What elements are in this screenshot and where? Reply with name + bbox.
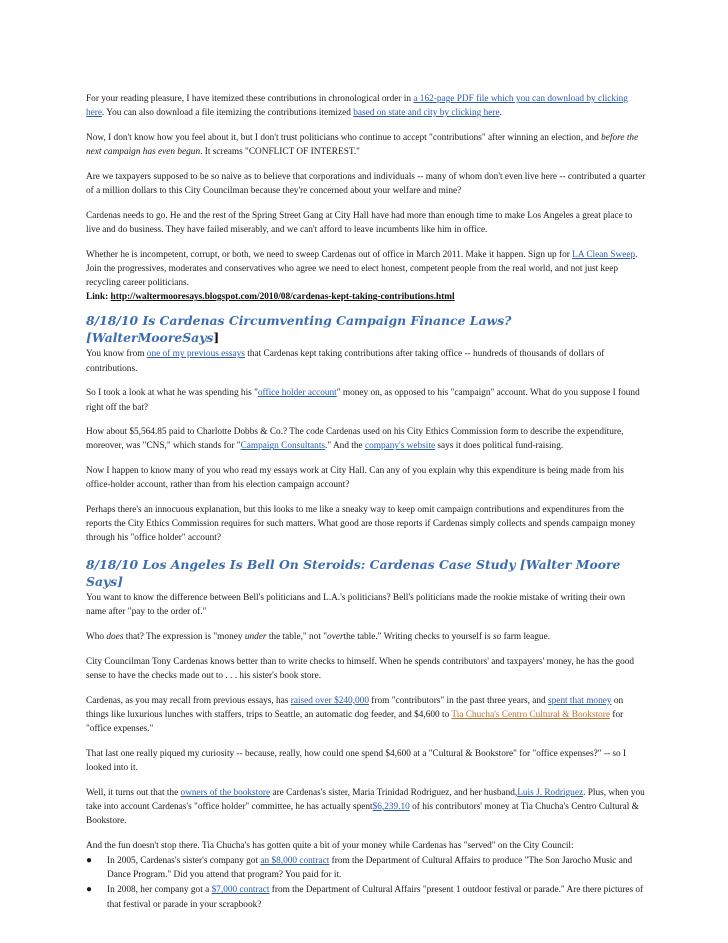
list-item: ● In 2008, her company got a $7,000 contract from the Department of Cultural Affairs "present 1 outdoor festival or parade." Are there pictures of that festival or parade in your scrapbook? bbox=[86, 884, 644, 910]
paragraph-bookstore-owners: Well, it turns out that the owners of the bookstore are Cardenas's sister, Maria Trinidad Rodriguez, and her husband,Luis J. Rodriguez. Plus, when you take into account Cardenas's "office holder" committee, he has actually spent$6,239.10 of his contributors' money at Tia Chucha's Centro Cultural & Bookstore. bbox=[86, 787, 645, 827]
contracts-list bbox=[86, 854, 646, 912]
paragraph-piqued-curiosity: That last one really piqued my curiosity -- because, really, how could one spend $4,600 at a "Cultural & Bookstore" for "office expenses?" -- so I looked into it. bbox=[86, 748, 627, 773]
raised-over-link[interactable]: raised over $240,000 bbox=[290, 695, 369, 706]
paragraph-bell-politicians: You want to know the difference between Bell's politicians and L.A.'s politicians? Bell's politicians made the rookie mistake of writing their own name after "pay to the order of." bbox=[86, 593, 626, 618]
state-city-download-link[interactable]: based on state and city by clicking here bbox=[353, 108, 500, 119]
paragraph-taxpayers: Are we taxpayers supposed to be so naive as to believe that corporations and individuals -- many of whom don't even live here -- contributed a quarter of a million dollars to this City Councilman because they're concerned about your welfare and mine? bbox=[86, 171, 646, 197]
section-heading-campaign-finance: 8/18/10 Is Cardenas Circumventing Campaign Finance Laws? [WalterMooreSays] bbox=[86, 313, 512, 346]
paragraph-contributions-pdf: For your reading pleasure, I have itemized these contributions in chronological order in a 162-page PDF file which you can download by clicking here. You can also download a file itemizing the contributions itemized based on state and city by clicking here. bbox=[86, 94, 628, 119]
paragraph-innocuous-explanation: Perhaps there's an innocuous explanation, but this looks to me like a sneaky way to keep omit campaign contributions and expenditures from the reports the City Ethics Commission requires for such matters. What good are those reports if Cardenas simply collects and spends campaign money through his "office holder" account? bbox=[86, 505, 636, 544]
contract-8000-link[interactable]: an $8,000 contract bbox=[260, 856, 330, 867]
bookstore-owners-link[interactable]: owners of the bookstore bbox=[180, 787, 271, 798]
office-holder-account-link[interactable]: office holder account bbox=[257, 388, 337, 399]
paragraph-office-holder-account: So I took a look at what he was spending his "office holder account" money on, as opposed to his "campaign" account. What do you suppose I found right off the bat? bbox=[86, 388, 640, 413]
paragraph-cardenas-needs-to-go: Cardenas needs to go. He and the rest of the Spring Street Gang at City Hall have had more than enough time to make Los Angeles a great place to live and do business. They have failed miserably, and we can't afford to leave incumbents like him in office. bbox=[86, 210, 633, 235]
spent-that-money-link[interactable]: spent that money bbox=[547, 695, 612, 706]
list-item: ● In 2005, Cardenas's sister's company got an $8,000 contract from the Department of Cultural Affairs to produce "The Son Jarocho Music and Dance Program." Did you attend that program? You paid for it. bbox=[86, 855, 633, 881]
paragraph-sisters-book-store: City Councilman Tony Cardenas knows better than to write checks to himself. When he spends contributors' and taxpayers' money, he has the good sense to have the checks made out to . . . his sister's book store. bbox=[86, 656, 635, 681]
amount-spent-link[interactable]: $6,239.10 bbox=[372, 801, 410, 812]
document-page bbox=[86, 92, 646, 913]
bullet-icon: ● bbox=[86, 884, 93, 896]
paragraph-city-hall-readers: Now I happen to know many of you who read my essays work at City Hall. Can any of you explain why this expenditure is being made from his office-holder account, rather than from his election campaign account? bbox=[86, 466, 624, 491]
luis-rodriguez-link[interactable]: Luis J. Rodriguez bbox=[517, 787, 584, 798]
source-link-label: Link: bbox=[86, 292, 111, 303]
paragraph-conflict-of-interest: Now, I don't know how you feel about it, but I don't trust politicians who continue to accept "contributions" after winning an election, and before the next campaign has even begun. It screams "CONFLICT OF INTEREST." bbox=[86, 132, 639, 158]
tia-chuchas-link[interactable]: Tia Chucha's Centro Cultural & Bookstore bbox=[451, 709, 611, 720]
paragraph-previous-essays: You know from one of my previous essays that Cardenas kept taking contributions after taking office -- hundreds of thousands of dollars of contributions. bbox=[86, 349, 605, 374]
paragraph-money-under-table: Who does that? The expression is "money under the table," not "overthe table." Writing checks to yourself is so farm league. bbox=[86, 632, 551, 643]
company-website-link[interactable]: company's website bbox=[364, 441, 436, 452]
la-clean-sweep-link[interactable]: LA Clean Sweep bbox=[572, 249, 636, 260]
section-heading-bell-on-steroids: 8/18/10 Los Angeles Is Bell On Steroids: Cardenas Case Study [Walter Moore Says] bbox=[86, 557, 621, 590]
pdf-download-link[interactable]: a 162-page PDF file which you can download by clicking here bbox=[86, 94, 628, 119]
paragraph-office-expenses: Cardenas, as you may recall from previous essays, has raised over $240,000 from "contributors" in the past three years, and spent that money on things like luxurious lunches with staffers, trips to Seattle, an automatic dog feeder, and $4,600 to Tia Chucha's Centro Cultural & Bookstore for "office expenses." bbox=[86, 695, 624, 735]
paragraph-charlotte-dobbs: How about $5,564.85 paid to Charlotte Dobbs & Co.? The code Cardenas used on his City Ethics Commission form to describe the expenditure, moreover, was "CNS," which stands for "Campaign Consultants." And the company's website says it does political fund-raising. bbox=[86, 427, 624, 452]
source-url-link[interactable]: http://waltermooresays.blogspot.com/2010/08/cardenas-kept-taking-contributions.html bbox=[110, 292, 455, 303]
bullet-icon: ● bbox=[86, 855, 93, 867]
campaign-consultants-link[interactable]: Campaign Consultants bbox=[240, 441, 326, 452]
previous-essay-link[interactable]: one of my previous essays bbox=[146, 349, 245, 360]
paragraph-fun-doesnt-stop: And the fun doesn't stop there. Tia Chucha's has gotten quite a bit of your money while Cardenas has "served" on the City Council: bbox=[86, 840, 574, 851]
paragraph-clean-sweep: Whether he is incompetent, corrupt, or both, we need to sweep Cardenas out of office in March 2011. Make it happen. Sign up for LA Clean Sweep. Join the progressives, moderates and conservatives who agree we need to elect honest, competent people from the real world, and not just keep recycling career politicians. Link: http://waltermooresays.blogspot.com/2010/08/cardenas-kept-taking-contributions.html bbox=[86, 249, 638, 303]
contract-7000-link[interactable]: $7,000 contract bbox=[211, 885, 270, 896]
